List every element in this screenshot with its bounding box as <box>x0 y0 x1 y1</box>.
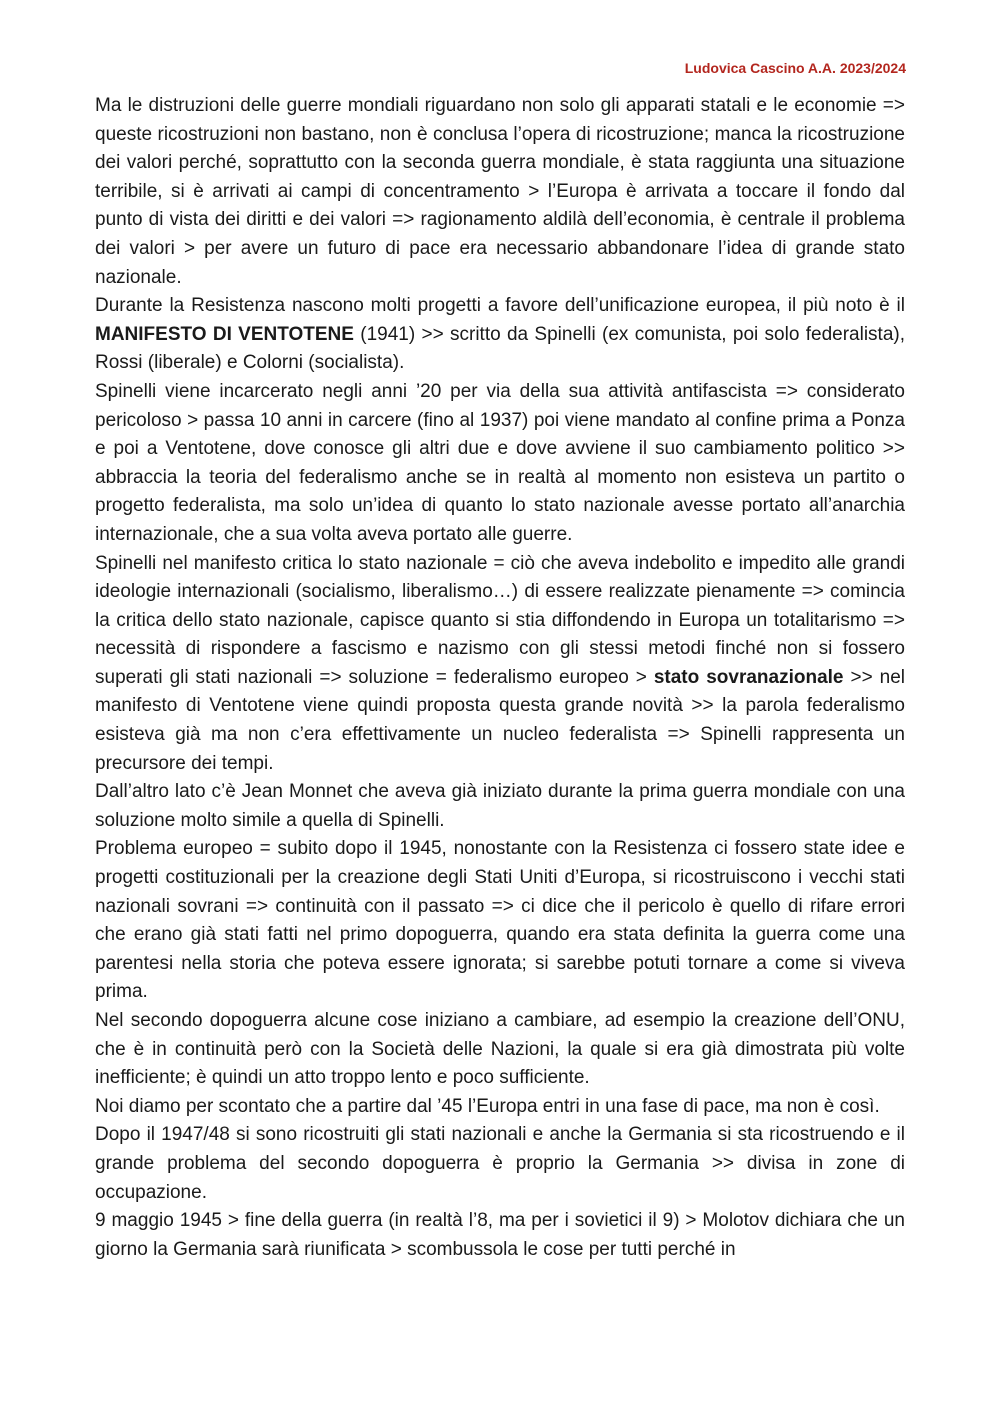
paragraph-8: Noi diamo per scontato che a partire dal ’45 l’Europa entri in una fase di pace, ma non è così. <box>95 1095 880 1117</box>
paragraph-5: Dall’altro lato c’è Jean Monnet che aveva già iniziato durante la prima guerra mondiale con una soluzione molto simile a quella di Spinelli. <box>95 781 905 831</box>
page-header: Ludovica Cascino A.A. 2023/2024 <box>684 60 906 76</box>
paragraph-9: Dopo il 1947/48 si sono ricostruiti gli stati nazionali e anche la Germania si sta ricostruendo e il grande problema del secondo dopoguerra è proprio la Germania >> divisa in zone di occupazione. <box>95 1124 905 1203</box>
paragraph-4 <box>95 550 905 779</box>
paragraph-6: Problema europeo = subito dopo il 1945, nonostante con la Resistenza ci fossero state idee e progetti costituzionali per la creazione degli Stati Uniti d’Europa, si ricostruiscono i vecchi stati nazionali sovrani => continuità con il passato => ci dice che il pericolo è quello di rifare errori che erano già stati fatti nel primo dopoguerra, quando era stata definita la guerra come una parentesi nella storia che poteva essere ignorata; si sarebbe potuti tornare a come si viveva prima. <box>95 838 905 1003</box>
paragraph-2-text-b: (1941) >> scritto da Spinelli (ex comunista, poi solo federalista), Rossi (liberale) e Colorni (socialista). <box>95 323 905 374</box>
paragraph-1: Ma le distruzioni delle guerre mondiali riguardano non solo gli apparati statali e le economie => queste ricostruzioni non bastano, non è conclusa l’opera di ricostruzione; manca la ricostruzione dei valori perché, soprattutto con la seconda guerra mondiale, è stata raggiunta una situazione terribile, si è arrivati ai campi di concentramento > l’Europa è arrivata a toccare il fondo dal punto di vista dei diritti e dei valori => ragionamento aldilà dell’economia, è centrale il problema dei valori > per avere un futuro di pace era necessario abbandonare l’idea di grande stato nazionale. <box>95 95 905 288</box>
paragraph-3: Spinelli viene incarcerato negli anni ’20 per via della sua attività antifascista => considerato pericoloso > passa 10 anni in carcere (fino al 1937) poi viene mandato al confine prima a Ponza e poi a Ventotene, dove conosce gli altri due e dove avviene il suo cambiamento politico >> abbraccia la teoria del federalismo anche se in realtà al momento non esisteva un partito o progetto federalista, ma solo un’idea di quanto lo stato nazionale avesse portato all’anarchia internazionale, che a sua volta aveva portato alle guerre. <box>95 380 905 545</box>
paragraph-10: 9 maggio 1945 > fine della guerra (in realtà l’8, ma per i sovietici il 9) > Molotov dichiara che un giorno la Germania sarà riunificata > scombussola le cose per tutti perché in <box>95 1210 905 1260</box>
paragraph-2-text-a: Durante la Resistenza nascono molti progetti a favore dell’unificazione europea, il più noto è il <box>95 295 905 317</box>
paragraph-4-text-a: Spinelli nel manifesto critica lo stato nazionale = ciò che aveva indebolito e impedito alle grandi ideologie internazionali (socialismo, liberalismo…) di essere realizzate pienamente => comincia la critica dello stato nazionale, capisce quanto si stia diffondendo in Europa un totalitarismo => necessità di rispondere a fascismo e nazismo con gli stessi metodi finché non si fossero superati gli stati nazionali => soluzione = federalismo europeo > <box>95 552 905 688</box>
paragraph-4-text-b: >> nel manifesto di Ventotene viene quindi proposta questa grande novità >> la parola federalismo esisteva già ma non c’era effettivamente un nucleo federalista => Spinelli rappresenta un precursore dei tempi. <box>95 666 906 774</box>
paragraph-7: Nel secondo dopoguerra alcune cose iniziano a cambiare, ad esempio la creazione dell’ONU, che è in continuità però con la Società delle Nazioni, la quale si era già dimostrata più volte inefficiente; è quindi un atto troppo lento e poco sufficiente. <box>95 1010 905 1089</box>
stato-sovranazionale-bold: stato sovranazionale <box>653 666 844 688</box>
document-body <box>95 92 905 1264</box>
paragraph-2 <box>95 292 905 378</box>
manifesto-ventotene-bold: MANIFESTO DI VENTOTENE <box>95 323 354 345</box>
